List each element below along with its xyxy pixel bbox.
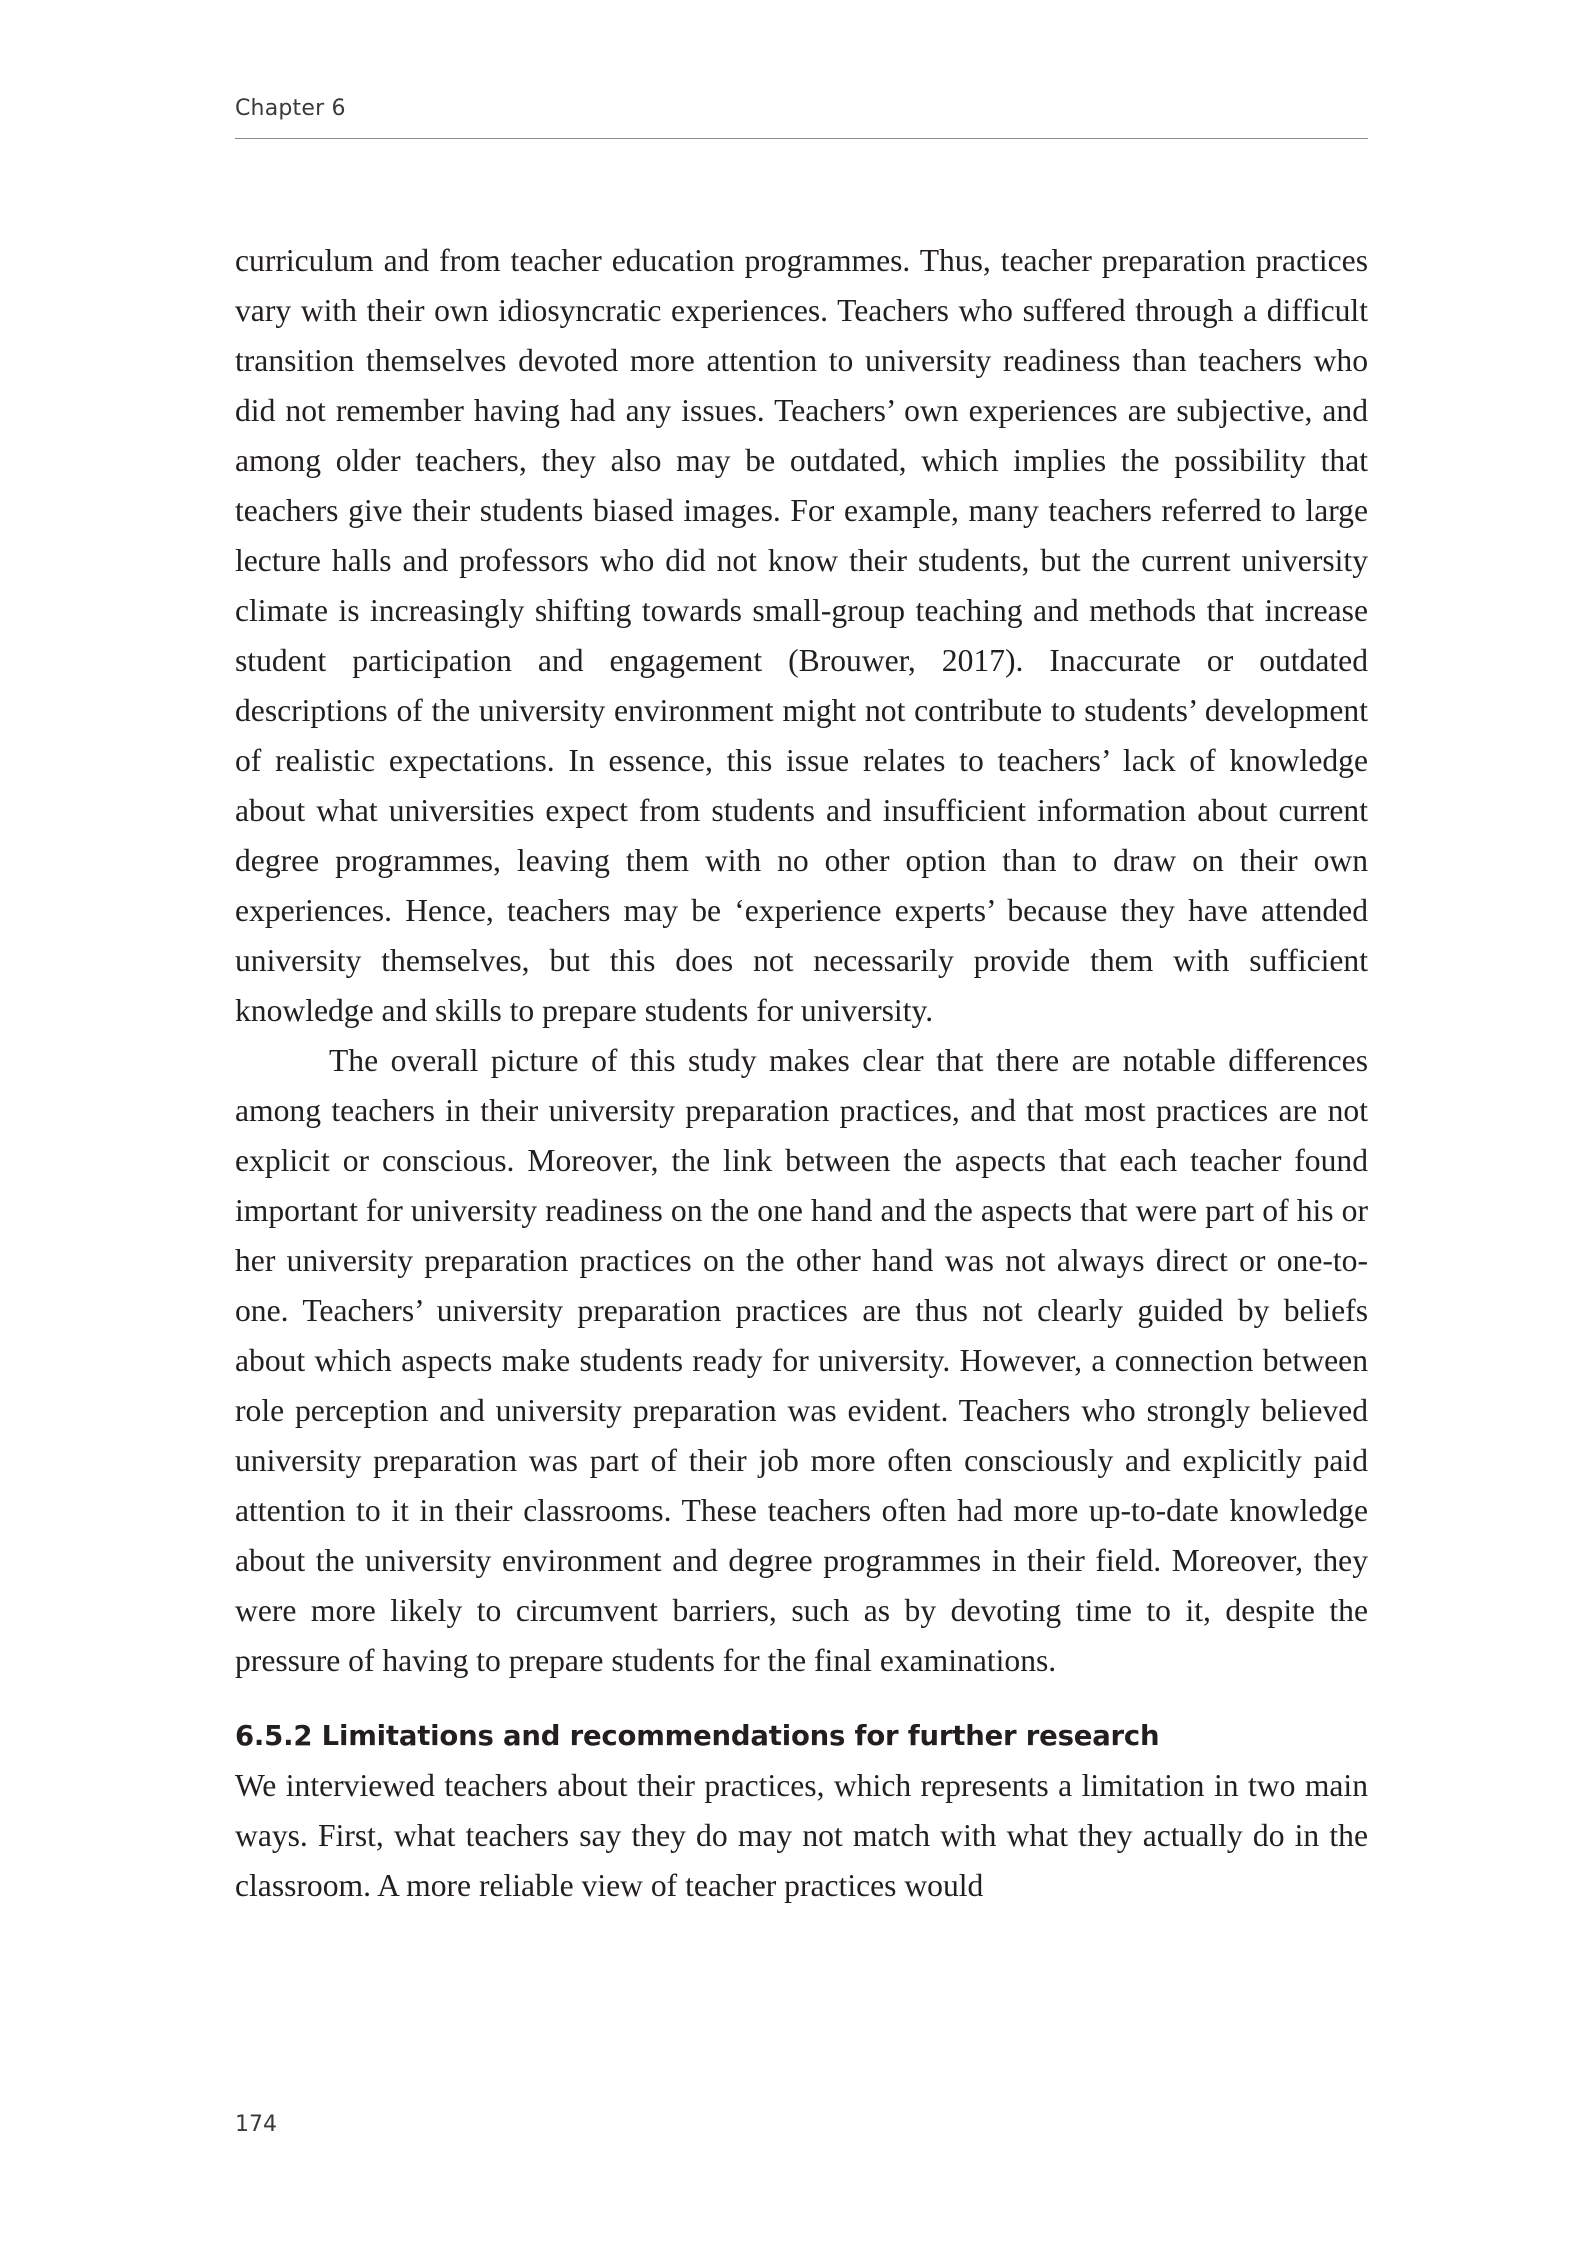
section-heading: 6.5.2 Limitations and recommendations for further research xyxy=(235,1720,1160,1752)
header-rule xyxy=(235,138,1368,139)
running-head: Chapter 6 xyxy=(235,96,346,121)
paragraph-1: curriculum and from teacher education programmes. Thus, teacher preparation practices vary with their own idiosyncratic experiences. Teachers who suffered through a difficult transition themselves devoted more attention to university readiness than teachers who did not remember having had any issues. Teachers’ own experiences are subjective, and among older teachers, they also may be outdated, which implies the possibility that teachers give their students biased images. For example, many teachers referred to large lecture halls and professors who did not know their students, but the current university climate is increasingly shifting towards small-group teaching and methods that increase student participation and engagement (Brouwer, 2017). Inaccurate or outdated descriptions of the university environment might not contribute to students’ development of realistic expectations. In essence, this issue relates to teachers’ lack of knowledge about what universities expect from students and insufficient information about current degree programmes, leaving them with no other option than to draw on their own experiences. Hence, teachers may be ‘experience experts’ because they have attended university themselves, but this does not necessarily provide them with sufficient knowledge and skills to prepare students for university. xyxy=(235,243,1368,1028)
section-paragraph: We interviewed teachers about their practices, which represents a limitation in two main ways. First, what teachers say they do may not match with what they actually do in the classroom. A more reliable view of teacher practices would xyxy=(235,1768,1368,1903)
body-text xyxy=(235,236,1368,1911)
page-number: 174 xyxy=(235,2112,277,2137)
paragraph-2: The overall picture of this study makes clear that there are notable differences among teachers in their university preparation practices, and that most practices are not explicit or conscious. Moreover, the link between the aspects that each teacher found important for university readiness on the one hand and the aspects that were part of his or her university preparation practices on the other hand was not always direct or one-to-one. Teachers’ university preparation practices are thus not clearly guided by beliefs about which aspects make students ready for university. However, a connection between role perception and university preparation was evident. Teachers who strongly believed university preparation was part of their job more often consciously and explicitly paid attention to it in their classrooms. These teachers often had more up-to-date knowledge about the university environment and degree programmes in their field. Moreover, they were more likely to circumvent barriers, such as by devoting time to it, despite the pressure of having to prepare students for the final examinations. xyxy=(235,1043,1368,1678)
